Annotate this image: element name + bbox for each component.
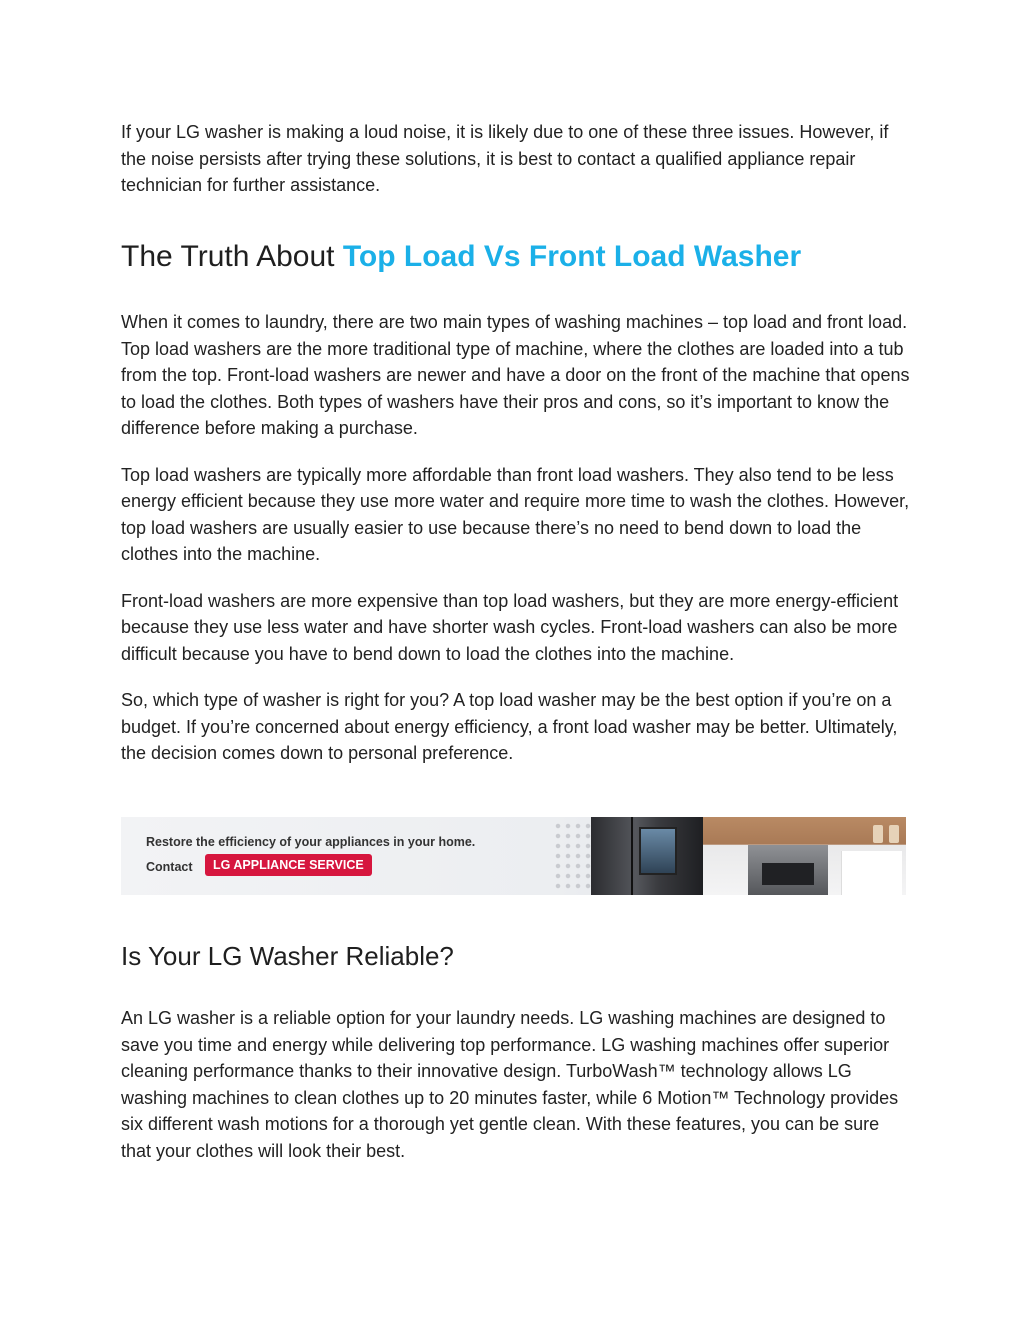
shelf-jar (889, 825, 899, 843)
intro-paragraph: If your LG washer is making a loud noise, it is likely due to one of these three issues. However, if the noise persists after trying these solutions, it is best to contact a qualified appliance repair technician for further assistance. (121, 122, 889, 195)
paragraph: So, which type of washer is right for you? A top load washer may be the best option if you’re on a budget. If you’re concerned about energy efficiency, a front load washer may be better. Ultimately, the decision comes down to personal preference. (121, 690, 898, 763)
shelf-jar (873, 825, 883, 843)
section-heading-reliable: Is Your LG Washer Reliable? (121, 941, 454, 971)
paragraph: When it comes to laundry, there are two main types of washing machines – top load and front load. Top load washers are the more traditional type of machine, where the clothes are loaded into a tub from the top. Front-load washers are newer and have a door on the front of the machine that opens to load the clothes. Both types of washers have their pros and cons, so it’s important to know the difference before making a purchase. (121, 312, 910, 438)
heading-prefix: The Truth About (121, 240, 343, 273)
kitchen-image (703, 817, 906, 895)
section-heading-truth (121, 240, 801, 274)
heading-highlight: Top Load Vs Front Load Washer (342, 240, 802, 273)
gas-range-image (748, 845, 828, 895)
banner-contact-label: Contact (146, 860, 193, 874)
lg-appliance-service-button[interactable]: LG APPLIANCE SERVICE (205, 854, 372, 876)
paragraph: Top load washers are typically more affordable than front load washers. They also tend to be less energy efficient because they use more water and require more time to wash the clothes. However, top load washers are usually easier to use because there’s no need to bend down to load the clothes into the machine. (121, 464, 910, 564)
refrigerator-image (591, 817, 703, 895)
paragraph: Front-load washers are more expensive than top load washers, but they are more energy-efficient because they use less water and have shorter wash cycles. Front-load washers can also be more difficult because you have to bend down to load the clothes into the machine. (121, 590, 899, 664)
lg-service-banner[interactable] (121, 817, 906, 895)
section-reliability (121, 1005, 911, 1164)
banner-tagline: Restore the efficiency of your appliances in your home. (146, 835, 476, 849)
fridge-window (639, 827, 677, 875)
oven-window (762, 863, 814, 885)
paragraph: An LG washer is a reliable option for your laundry needs. LG washing machines are designed to save you time and energy while delivering top performance. LG washing machines offer superior cleaning performance thanks to their innovative design. TurboWash™ technology allows LG washing machines to clean clothes up to 20 minutes faster, while 6 Motion™ Technology provides six different wash motions for a thorough yet gentle clean. With these features, you can be sure that your clothes will look their best. (121, 1008, 899, 1161)
white-cabinet (841, 851, 902, 895)
section-top-vs-front (121, 309, 911, 787)
fridge-door-split (631, 817, 633, 895)
